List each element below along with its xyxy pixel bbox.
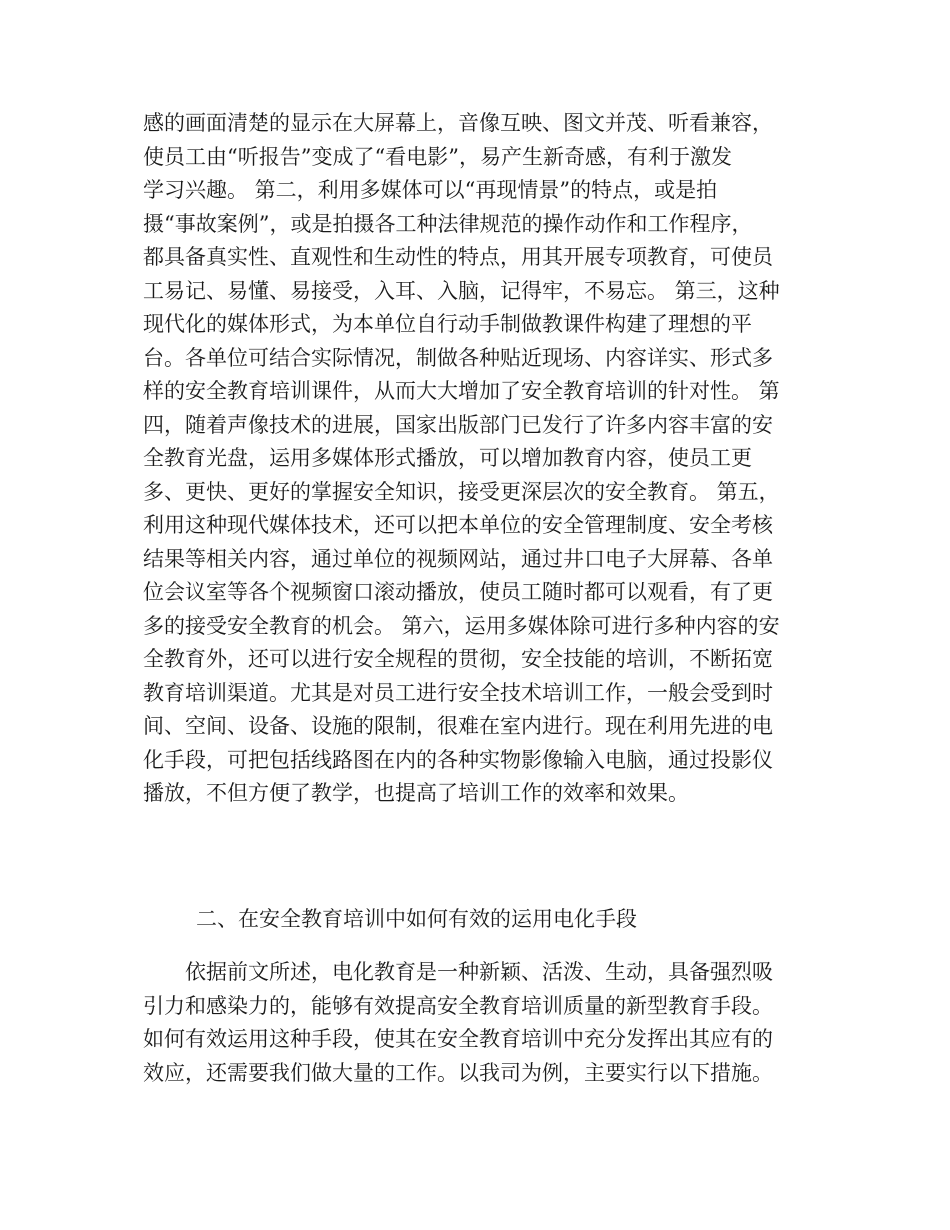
text-line: 效应，还需要我们做大量的工作。以我司为例，主要实行以下措施。 (143, 1060, 773, 1085)
text-line: 依据前文所述，电化教育是一种新颖、活泼、生动，具备强烈吸 (143, 960, 773, 984)
text-line: 多的接受安全教育的机会。 第六，运用多媒体除可进行多种内容的安 (143, 613, 780, 638)
text-line: 学习兴趣。 第二，利用多媒体可以“再现情景”的特点，或是拍 (143, 178, 718, 202)
text-line: 全教育外，还可以进行安全规程的贯彻，安全技能的培训，不断拓宽 (143, 647, 773, 671)
text-line: 工易记、易懂、易接受，入耳、入脑，记得牢，不易忘。 第三，这种 (143, 278, 780, 303)
text-line: 感的画面清楚的显示在大屏幕上，音像互映、图文并茂、听看兼容， (143, 111, 773, 135)
text-line: 台。各单位可结合实际情况，制做各种贴近现场、内容详实、形式多 (143, 345, 773, 370)
text-line: 如何有效运用这种手段，使其在安全教育培训中充分发挥出其应有的 (143, 1027, 773, 1051)
text-line: 都具备真实性、直观性和生动性的特点，用其开展专项教育，可使员 (143, 245, 773, 269)
paragraph-multimedia-benefits (143, 107, 815, 811)
text-line: 化手段，可把包括线路图在内的各种实物影像输入电脑，通过投影仪 (143, 747, 773, 772)
text-line: 使员工由“听报告”变成了“看电影”，易产生新奇感，有利于激发 (143, 144, 732, 169)
text-line: 四，随着声像技术的进展，国家出版部门已发行了许多内容丰富的安 (143, 412, 773, 437)
text-line: 间、空间、设备、设施的限制，很难在室内进行。现在利用先进的电 (143, 714, 773, 738)
text-line: 多、更快、更好的掌握安全知识，接受更深层次的安全教育。 第五， (143, 479, 780, 504)
text-line: 样的安全教育培训课件，从而大大增加了安全教育培训的针对性。 第 (143, 379, 780, 403)
text-line: 利用这种现代媒体技术，还可以把本单位的安全管理制度、安全考核 (143, 513, 773, 537)
section-heading: 二、在安全教育培训中如何有效的运用电化手段 (196, 907, 637, 931)
paragraph-electronic-means (143, 956, 815, 1090)
text-line: 结果等相关内容，通过单位的视频网站，通过井口电子大屏幕、各单 (143, 546, 773, 571)
text-line: 教育培训渠道。尤其是对员工进行安全技术培训工作，一般会受到时 (143, 680, 773, 705)
text-line: 现代化的媒体形式，为本单位自行动手制做教课件构建了理想的平 (143, 312, 752, 336)
text-line: 播放，不但方便了教学，也提高了培训工作的效率和效果。 (143, 781, 689, 805)
text-line: 摄“事故案例”，或是拍摄各工种法律规范的操作动作和工作程序， (143, 211, 753, 236)
text-line: 位会议室等各个视频窗口滚动播放，使员工随时都可以观看，有了更 (143, 580, 773, 604)
text-line: 引力和感染力的，能够有效提高安全教育培训质量的新型教育手段。 (143, 993, 773, 1018)
text-line: 全教育光盘，运用多媒体形式播放，可以增加教育内容，使员工更 (143, 446, 752, 470)
